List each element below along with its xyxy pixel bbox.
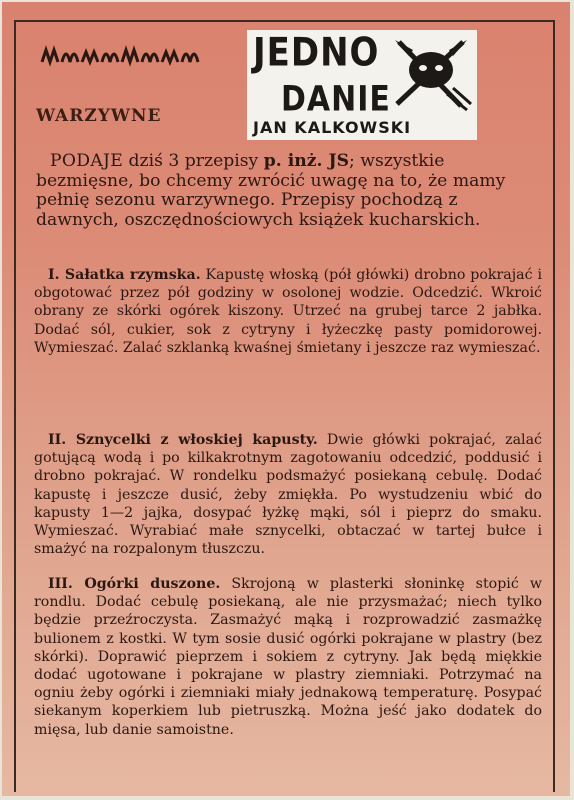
clipping-frame-right	[553, 20, 555, 792]
recipe-title: II. Sznycelki z włoskiej kapusty.	[48, 432, 318, 448]
ornament-border-icon	[40, 42, 200, 68]
logo-author: JAN KALKOWSKI	[253, 118, 412, 137]
recipe-title: I. Sałatka rzymska.	[48, 267, 201, 283]
intro-text-b: ; wszystkie bezmięsne, bo chcemy zwrócić uwagę na to, że mamy pełnię sezonu warzywnego. Przepisy pochodzą z dawnych, oszczędnościowych książek kucharskich.	[36, 151, 506, 231]
column-logo	[247, 30, 477, 140]
section-title: WARZYWNE	[36, 106, 162, 126]
recipe-body: Dwie główki pokrajać, zalać gotującą wodą i po kilkakrotnym zagotowaniu odcedzić, poddusić i drobno pokrajać. W rondelku podsmażyć posiekaną cebulę. Dodać kapustę i jeszcze dusić, żeby zmiękła. Po wystudzeniu wbić do kapusty 1—2 jajka, dosypać łyżkę mąki, sól i pieprz do smaku. Wymieszać. Wyrabiać małe sznycelki, obtaczać w tartej bułce i smażyć na rozpalonym tłuszczu.	[34, 432, 542, 558]
intro-author: p. inż. JS	[263, 151, 350, 171]
intro-paragraph	[36, 152, 542, 231]
logo-title-line1: JEDNO	[253, 30, 380, 76]
fork-knife-devil-icon	[387, 34, 473, 114]
recipe-1	[34, 266, 542, 357]
intro-lead: PODAJE	[50, 151, 124, 171]
recipe-3	[34, 575, 542, 739]
recipe-2	[34, 431, 542, 558]
logo-title-line2: DANIE	[281, 79, 391, 120]
recipe-title: III. Ogórki duszone.	[48, 576, 221, 592]
intro-text-a: dziś 3 przepisy	[123, 151, 264, 171]
recipe-body: Kapustę włoską (pół główki) drobno pokrajać i obgotować przez pół godziny w osolonej wodzie. Odcedzić. Wkroić obrany ze skórki ogórek kiszony. Utrzeć na grubej tarce 2 jabłka. Dodać sól, cukier, sok z cytryny i łyżeczkę pasty pomidorowej. Wymieszać. Zalać szklanką kwaśnej śmietany i jeszcze raz wymieszać.	[34, 267, 543, 356]
recipe-body: Skrojoną w plasterki słoninkę stopić w rondlu. Dodać cebulę posiekaną, ale nie przysmażać; niech tylko będzie przeźroczysta. Zasmażyć mąką i rozprowadzić zasmażkę bulionem z kostki. W tym sosie dusić ogórki pokrajane w plastry (bez skórki). Doprawić pieprzem i sokiem z cytryny. Jak będą miękkie dodać ugotowane i pokrajane w plastry ziemniaki. Potrzymać na ogniu żeby ogórki i ziemniaki miały jednakową temperaturę. Posypać siekanym koperkiem lub pietruszką. Można jeść jako dodatek do mięsa, lub danie samoistne.	[34, 576, 543, 738]
